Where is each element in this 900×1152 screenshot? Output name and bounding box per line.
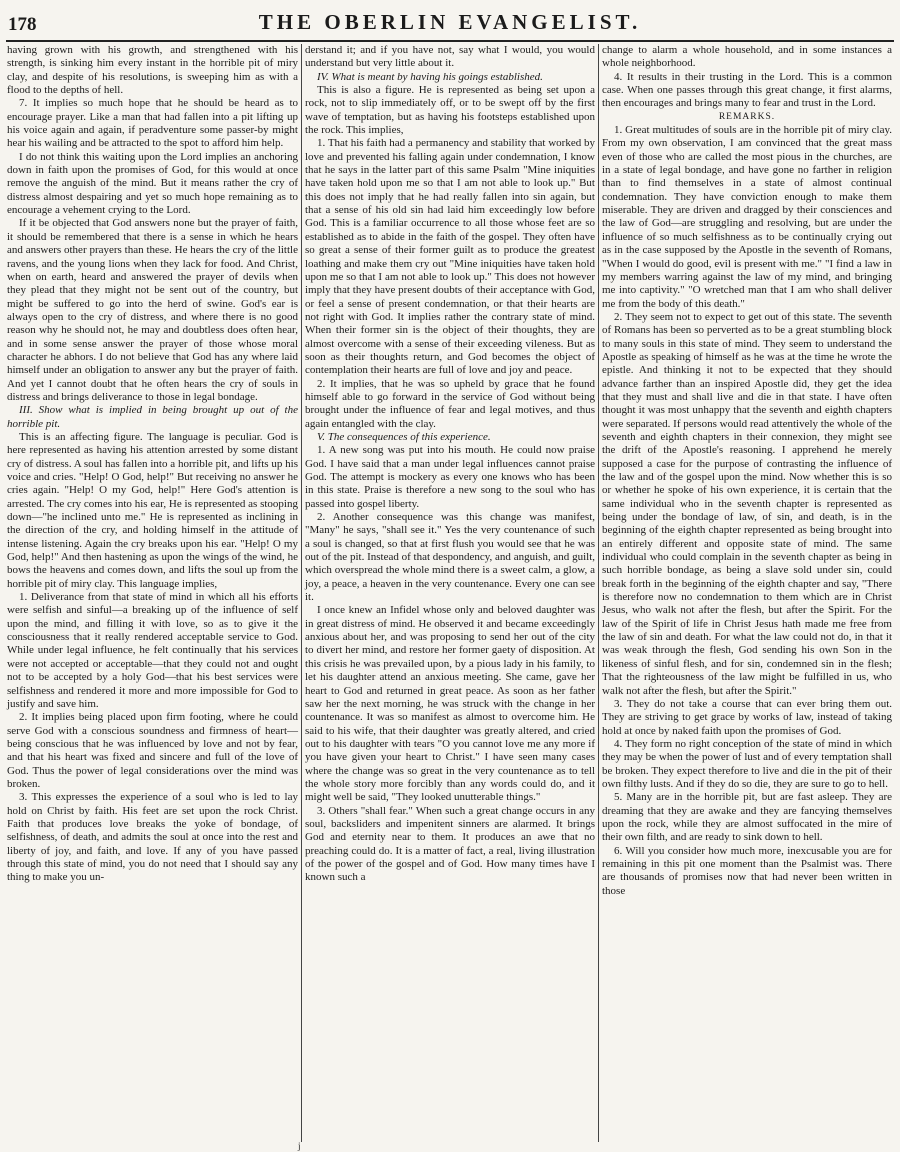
section-heading: V. The consequences of this experience.	[317, 430, 491, 443]
section-heading: III. Show what is implied in being brought up out of the horrible pit.	[7, 404, 298, 430]
paragraph: 4. They form no right conception of the state of mind in which they may be when the power of lust and of every temptation shall be broken. They expect therefore to live and die in the pit of their own filthy lusts. And if they do so die, they are sure to go to hell.	[602, 737, 892, 790]
paragraph: 1. Deliverance from that state of mind in which all his efforts were selfish and sinful—a breaking up of the influence of self upon the mind, and filling it with love, so as to give it the consciousness that it really rendered acceptable service to God. While under legal influence, he felt continually that his services were not accepted or acceptable—that they could not and ought not to be accepted by a holy God—that his best services were selfishness and rendered it more and more impossible for God to justify and save him.	[7, 591, 298, 710]
paragraph: 3. They do not take a course that can ever bring them out. They are striving to get grace by works of law, instead of taking hold at once by naked faith upon the promises of God.	[602, 697, 892, 737]
paragraph: 5. Many are in the horrible pit, but are fast asleep. They are dreaming that they are awake and they are fancying themselves upon the rock, while they are almost suffocated in the mire of their own filth, and are ready to sink down to hell.	[602, 791, 892, 844]
article-columns	[4, 44, 896, 1142]
paragraph: 3. Others "shall fear." When such a great change occurs in any soul, backsliders and impenitent sinners are alarmed. It brings God and eternity near to them. It produces an awe that no preaching could do. It is a matter of fact, a real, living illustration of the power of the gospel and of God. How many times have I known such a	[305, 804, 595, 884]
paragraph: 2. It implies, that he was so upheld by grace that he found himself able to go forward in the service of God without being brought under the influence of fear and legal motives, and thus again entangled with the clay.	[305, 377, 595, 430]
paragraph: 6. Will you consider how much more, inexcusable you are for remaining in this pit one moment than the Psalmist was. There are thousands of promises now that had never been written in those	[602, 844, 892, 897]
column-3	[598, 44, 895, 1142]
paragraph: I do not think this waiting upon the Lord implies an anchoring down in faith upon the promises of God, for this would at once remove the anguish of the mind. But it means rather the cry of distress almost despairing and yet so much hope remaining as to encourage a vehement crying to the Lord.	[7, 150, 298, 217]
page-header	[6, 10, 894, 42]
paragraph: This is an affecting figure. The language is peculiar. God is here represented as having his attention arrested by some distant cry of distress. A soul has fallen into a horrible pit, and lifts up his voice and cries. "Help! O God, help!" But receiving no answer he cries again. "Help! O my God, help!" Here God's attention is arrested. The cry comes into his ear, He is represented as stooping down—"he inclined unto me." He is represented as inclining in the direction of the cry, and holding himself in the attitude of intense listening. Again the cry breaks upon his ear. "Help! O my God, help!" And then hastening as upon the wings of the wind, he bows the heavens and comes down, and lifts the soul up from the horrible pit of miry clay. This language implies,	[7, 430, 298, 590]
masthead-title: THE OBERLIN EVANGELIST.	[258, 10, 642, 34]
column-2	[301, 44, 598, 1142]
paragraph: 3. This expresses the experience of a soul who is led to lay hold on Christ by faith. His feet are set upon the rock Christ. Faith that produces love breaks the yoke of bondage, of selfishness, of death, and admits the soul at once into the rest and liberty of joy, and faith, and love. If any of you have passed through this state of mind, you do not need that I should say any thing to make you un-	[7, 791, 298, 884]
paragraph: 7. It implies so much hope that he should be heard as to encourage prayer. Like a man that had fallen into a pit lifting up his voice again and again, if peradventure some passer-by might hear his wailing and be attracted to the spot to afford him help.	[7, 97, 298, 150]
paragraph: 1. That his faith had a permanency and stability that worked by love and prevented his falling again under condemnation, I know that he says in the latter part of this same Psalm "Mine iniquities have taken hold upon me so that I am not able to look up." But this does not imply that he had really fallen into sin again, but that a sense of his old sin had laid him exceedingly low before God. This is a familiar occurrence to all those whose feet are so established as to abide in the faith of the gospel. They often have so great a sense of their former guilt as to produce the greatest loathing and make them cry out "Mine iniquities have taken hold upon me so that I am not able to look up." This does not however imply that they have present doubts of their acceptance with God, or feel a sense of present condemnation, or that their hearts are not right with God. It implies rather the contrary state of mind. When their former sin is the object of their thoughts, they are almost overcome with a sense of their exceeding vileness. But as soon as their thoughts return, and God becomes the object of contemplation their hearts are full of love and joy and peace.	[305, 137, 595, 377]
column-1	[4, 44, 301, 1142]
paragraph: 2. It implies being placed upon firm footing, where he could serve God with a conscious soundness and firmness of heart—being conscious that he was influenced by love and not by fear, and that his heart was fixed and sincere and full of the love of God. Thus the power of legal considerations over the mind was broken.	[7, 711, 298, 790]
footer-mark: j	[298, 1141, 301, 1151]
paragraph: 2. They seem not to expect to get out of this state. The seventh of Romans has been so perverted as to be a great stumbling block to many souls in this state of mind. They seem to understand the Apostle as speaking of himself as he was at the time he wrote the epistle. And thinking it not to be expected that they should advance farther than an inspired Apostle did, they get the idea that they must and shall live and die in that state. I have often thought it was most unhappy that the seventh and eighth chapters were separated. If persons would read attentively the whole of the seventh and eighth chapters in their connexion, they might see the drift of the Apostle's reasoning. I apprehend he merely supposed a case for the purpose of contrasting the influence of the law and of the gospel upon the mind. Now whether this is so or whether he spoke of his own experience, it is certain that the same individual who in the seventh chapter is represented as being under the bondage of law, of sin, and death, is in the beginning of the eighth chapter represented as being brought into an entirely different and opposite state of mind. The same individual who could complain in the seventh chapter as being in such horrible bondage, as being a slave sold under sin, could break forth in the beginning of the eighth chapter and say, "There is therefore now no condemnation to them which are in Christ Jesus, who walk not after the flesh, but after the Spirit. For the law of the Spirit of life in Christ Jesus hath made me free from the law of sin and death. For what the law could not do, in that it was weak through the flesh, God sending his own Son in the likeness of sinful flesh, and for sin, condemned sin in the flesh; That the righteousness of the law might be fulfilled in us, who walk not after the flesh, but after the Spirit."	[602, 310, 892, 697]
page-number: 178	[8, 14, 37, 35]
section-heading: IV. What is meant by having his goings established.	[317, 70, 543, 83]
paragraph: I once knew an Infidel whose only and beloved daughter was in great distress of mind. He observed it and became exceedingly anxious about her, and was proposing to send her out of the city to divert her mind, and restore her former gaety of disposition. At this crisis he was prevailed upon, by a pious lady in his family, to let his daughter attend an anxious meeting. She came, gave her heart to God and returned in great peace. As soon as her father saw her the next morning, he was struck with the change in her countenance. It was so manifest as almost to overcome him. He said to his wife, that their daughter was greatly altered, and cried out to his daughter with tears "O you cannot love me any more if you have given your heart to Christ." I have seen many cases where the change was so great in the very countenance as to tell the whole story more forcibly than any words could do, and it might well be said, "They looked unutterable things."	[305, 604, 595, 804]
paragraph: If it be objected that God answers none but the prayer of faith, it should be remembered that there is a sense in which he hears and answers other prayers than these. He hears the cry of the little ravens, and the young lions when they lack for food. And Christ, when on earth, heard and answered the prayer of devils when they plead that they might not be sent out of the country, but might be suffered to go into the herd of swine. God's ear is always open to the cry of distress, and where there is no good reason why he should not, he may and doubtless does often hear, and in some sense answer the prayer of those whose moral character he abhors. I do not believe that God has any where laid himself under an obligation to answer any but the prayer of faith. And yet I cannot doubt that he often hears the cry of souls in distress and brings deliverance to those in legal bondage.	[7, 217, 298, 403]
paragraph: change to alarm a whole household, and in some instances a whole neighborhood.	[602, 44, 892, 70]
paragraph: having grown with his growth, and strengthened with his strength, is sinking him every instant in the horrible pit of miry clay, and despite of his resolutions, is sweeping him as with a flood to the depths of hell.	[7, 44, 298, 97]
remarks-heading: REMARKS.	[718, 111, 776, 122]
paragraph: This is also a figure. He is represented as being set upon a rock, not to slip immediately off, or to be swept off by the first wave of temptation, but as having his footsteps established upon the rock. This implies,	[305, 84, 595, 137]
paragraph: derstand it; and if you have not, say what I would, you would understand but very little about it.	[305, 44, 595, 70]
paragraph: 4. It results in their trusting in the Lord. This is a common case. When one passes through this great change, it first alarms, then encourages and brings many to fear and trust in the Lord.	[602, 70, 892, 110]
paragraph: 1. A new song was put into his mouth. He could now praise God. I have said that a man under legal influences cannot praise God. The attempt is mockery as every one knows who has been in this state. Praise is therefore a new song to the soul who has passed into gospel liberty.	[305, 444, 595, 510]
paragraph: 1. Great multitudes of souls are in the horrible pit of miry clay. From my own observation, I am convinced that the great mass even of those who are called the most pious in the churches, are in a state of legal bondage, and have gone no farther in religion than to find themselves in a state of almost continual condemnation. They have conviction enough to make them miserable. They are driven and dragged by their consciences and the law of God—are struggling and resolving, but are under the influence of so much selfishness as to be continually crying out as in the case supposed by the Apostle in the seventh of Romans, "When I would do good, evil is present with me." "I find a law in my members warring against the law of my mind, and bringing me into captivity." "O wretched man that I am who shall deliver me from the body of this death."	[602, 124, 892, 310]
paragraph: 2. Another consequence was this change was manifest, "Many" he says, "shall see it." Yes the very countenance of such a soul is changed, so that at first flush you would see that he was out of the pit. Instead of that despondency, and anguish, and guilt, which overspread the whole mind there is a sweet calm, a glow, a joy, a peace, a heaven in the very countenance. Every one can see it.	[305, 511, 595, 604]
